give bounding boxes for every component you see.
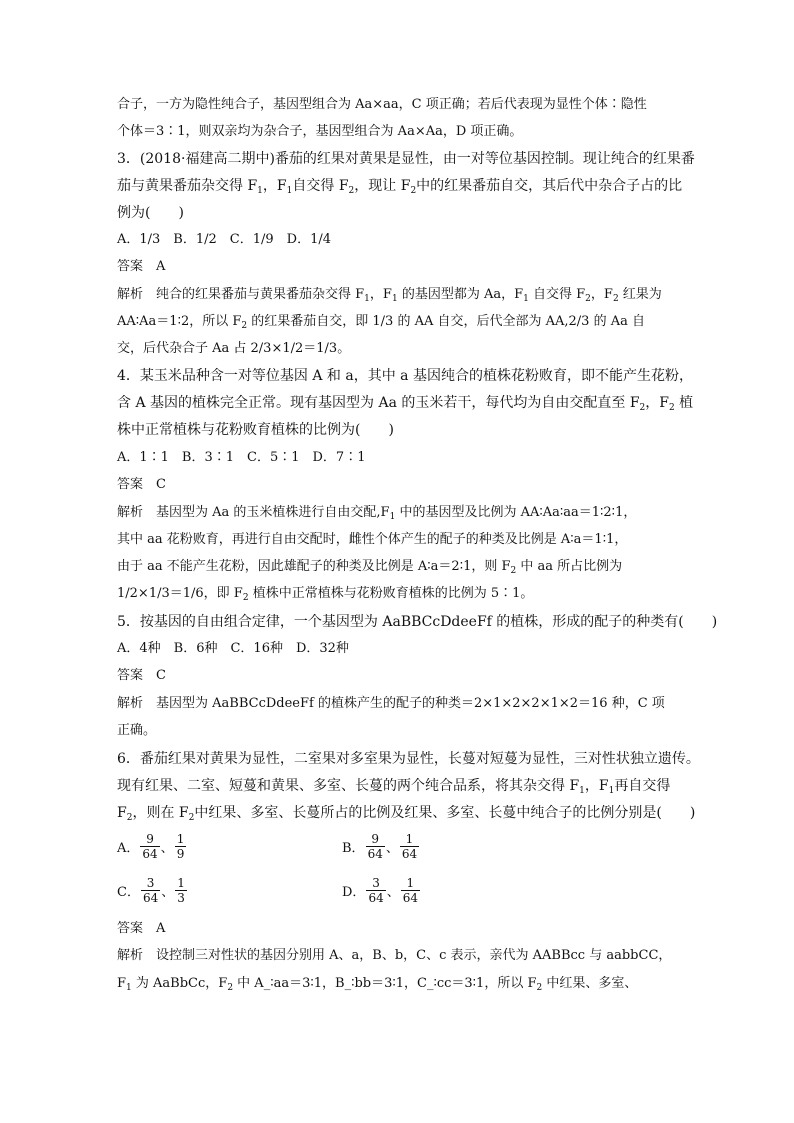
q6-option-d: D． $\frac{3}{64}$ 、 $\frac{1}{64}$ <box>342 876 419 905</box>
q3-analysis-line-1: 解析 纯合的红果番茄与黄果番茄杂交得 $F_1$，$F_1$ 的基因型都为 Aa，$F_1$ 自交得 $F_2$，$F_2$ 红果为 <box>117 287 662 304</box>
fraction: $\frac{1}{3}$ <box>177 876 185 905</box>
q3-answer: 答案 A <box>117 259 166 274</box>
q6-analysis-line-2: $F_1$ 为 AaBbCc，$F_2$ 中 A_∶aa＝3∶1，B_∶bb＝3∶1，C_∶cc＝3∶1，所以 $F_2$ 中红果、多室、 <box>117 976 638 993</box>
q4-analysis-line-1: 解析 基因型为 Aa 的玉米植株进行自由交配$,F_1$ 中的基因型及比例为 AA∶Aa∶aa＝1∶2∶1， <box>117 505 637 522</box>
fraction: $\frac{1}{64}$ <box>401 832 418 861</box>
q2-analysis-line-4: 个体＝3∶1，则双亲均为杂合子，基因型组合为 Aa×Aa，D 项正确。 <box>117 124 523 139</box>
q4-answer: 答案 C <box>117 477 166 492</box>
option-label: B． <box>342 841 365 856</box>
fraction: $\frac{3}{64}$ <box>142 876 159 905</box>
fraction: $\frac{9}{64}$ <box>142 832 158 861</box>
q4-analysis-line-2: 其中 aa 花粉败育，再进行自由交配时，雌性个体产生的配子的种类及比例是 A∶a＝1∶1， <box>117 532 628 547</box>
q4-stem-line-3: 株中正常植株与花粉败育植株的比例为( ) <box>117 422 394 438</box>
q3-stem-line-3: 例为( ) <box>117 205 184 221</box>
q4-stem-line-2: 含 A 基因的植株完全正常。现有基因型为 Aa 的玉米若干，每代均为自由交配直至 $F_2$，$F_2$ 植 <box>117 395 694 413</box>
q6-answer: 答案 A <box>117 921 166 936</box>
q3-options: A．1/3 B．1/2 C．1/9 D．1/4 <box>117 232 331 247</box>
q6-option-c: C． $\frac{3}{64}$ 、 $\frac{1}{3}$ <box>117 876 185 905</box>
q4-options: A．1∶1 B．3∶1 C．5∶1 D．7∶1 <box>117 450 366 465</box>
q4-stem-line-1: 4．某玉米品种含一对等位基因 A 和 a，其中 a 基因纯合的植株花粉败育，即不能产生花粉， <box>117 368 693 384</box>
q5-analysis-line-1: 解析 基因型为 AaBBCcDdeeFf 的植株产生的配子的种类＝2×1×2×2×1×2＝16 种，C 项 <box>117 696 665 711</box>
q6-analysis-line-1: 解析 设控制三对性状的基因分别用 A、a，B、b，C、c 表示，亲代为 AABBcc 与 aabbCC， <box>117 948 672 963</box>
q6-stem-line-2: 现有红果、二室、短蔓和黄果、多室、长蔓的两个纯合品系，将其杂交得 $F_1$，$F_1$再自交得 <box>117 778 671 796</box>
fraction: $\frac{1}{9}$ <box>176 832 185 861</box>
q3-analysis-line-3: 交，后代杂合子 Aa 占 2/3×1/2＝1/3。 <box>117 341 351 356</box>
q5-analysis-line-2: 正确。 <box>117 723 157 738</box>
fraction: $\frac{3}{64}$ <box>368 876 384 905</box>
fraction: $\frac{9}{64}$ <box>367 832 383 861</box>
q5-stem: 5．按基因的自由组合定律，一个基因型为 AaBBCcDdeeFf 的植株，形成的配子的种类有( ) <box>117 614 718 630</box>
q3-stem-line-2: 茄与黄果番茄杂交得 $F_1$，$F_1$自交得 $F_2$，现让 $F_2$中的红果番茄自交，其后代中杂合子占的比 <box>117 178 683 196</box>
q4-analysis-line-4: 1/2×1/3＝1/6，即 $F_2$ 植株中正常植株与花粉败育植株的比例为 5∶1。 <box>117 586 534 603</box>
option-label: A． <box>117 841 140 856</box>
q3-analysis-line-2: AA∶Aa＝1∶2，所以 $F_2$ 的红果番茄自交，即 1/3 的 AA 自交，后代全部为 AA,2/3 的 Aa 自 <box>117 314 645 331</box>
q6-stem-line-1: 6．番茄红果对黄果为显性，二室果对多室果为显性，长蔓对短蔓为显性，三对性状独立遗传。 <box>117 751 700 767</box>
q2-analysis-line-3: 合子，一方为隐性纯合子，基因型组合为 Aa×aa，C 项正确；若后代表现为显性个体∶隐性 <box>117 97 647 112</box>
q3-stem-line-1: 3．(2018·福建高二期中)番茄的红果对黄果是显性，由一对等位基因控制。现让纯合的红果番 <box>117 151 695 167</box>
option-label: C． <box>117 885 140 900</box>
option-label: D． <box>342 885 366 900</box>
q6-option-b: B． $\frac{9}{64}$ 、 $\frac{1}{64}$ <box>342 832 418 861</box>
q5-answer: 答案 C <box>117 668 166 683</box>
q5-options: A．4种 B．6种 C．16种 D．32种 <box>117 641 349 656</box>
q6-option-a: A． $\frac{9}{64}$ 、 $\frac{1}{9}$ <box>117 832 185 861</box>
fraction: $\frac{1}{64}$ <box>402 876 419 905</box>
q4-analysis-line-3: 由于 aa 不能产生花粉，因此雄配子的种类及比例是 A∶a＝2∶1，则 $F_2$ 中 aa 所占比例为 <box>117 559 623 576</box>
q6-stem-line-3: $F_2$，则在 $F_2$中红果、多室、长蔓所占的比例及红果、多室、长蔓中纯合子的比例分别是( ) <box>117 805 696 823</box>
